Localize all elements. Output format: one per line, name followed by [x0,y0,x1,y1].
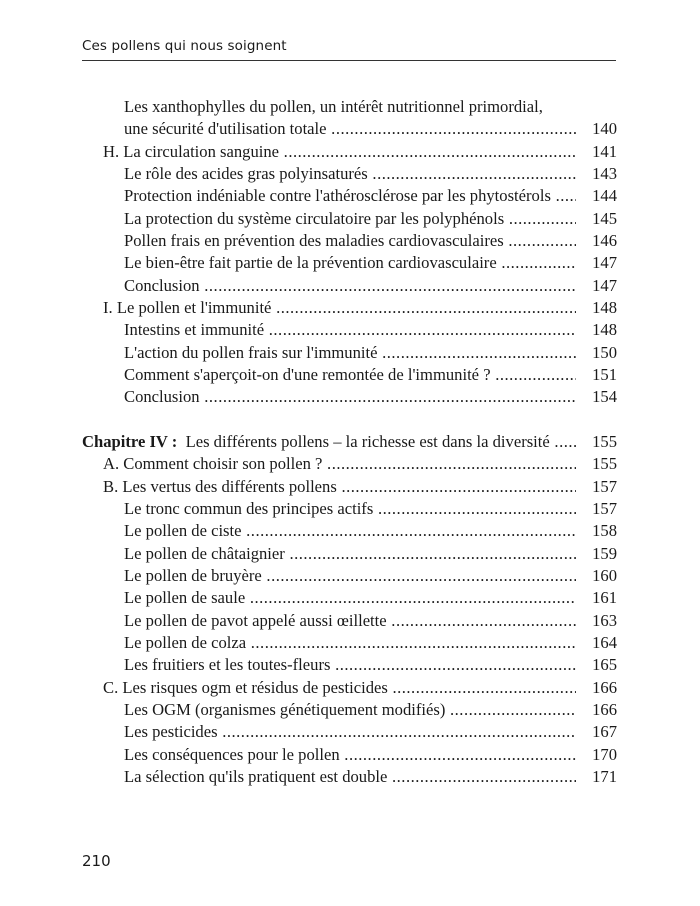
leader-dots [200,387,576,406]
chapter-label: Chapitre IV : [82,431,178,451]
header-rule [82,60,616,61]
toc-page-number: 145 [592,208,617,228]
toc-entry-label: Les conséquences pour le pollen [124,744,340,764]
toc-entry-label: Conclusion [124,387,200,407]
toc-entry-text [124,252,576,274]
toc-entry-label: Le pollen de bruyère [124,565,262,585]
toc-page-number: 157 [592,498,617,518]
toc-entry[interactable] [0,453,700,475]
toc-page-number: 164 [592,632,617,652]
toc-page-number: 146 [592,231,617,251]
toc-entry-label: La sélection qu'ils pratiquent est double [124,766,388,786]
leader-dots [551,186,576,205]
toc-entry-label: Le pollen de pavot appelé aussi œillette [124,610,387,630]
leader-dots [373,499,576,518]
leader-dots [387,767,576,786]
toc-entry-label: B. Les vertus des différents pollens [103,476,337,496]
toc-page-number: 166 [592,677,617,697]
toc-page-number: 160 [592,565,617,585]
toc-entry-text [124,364,576,386]
leader-dots [504,209,576,228]
leader-dots [497,253,576,272]
toc-page-number: 143 [592,164,617,184]
leader-dots [242,521,577,540]
leader-dots [504,231,576,250]
toc-entry[interactable] [0,319,700,341]
toc-page-number: 155 [592,454,617,474]
toc-section-2 [0,453,700,788]
toc-page-number: 163 [592,610,617,630]
running-header: Ces pollens qui nous soignent [82,38,287,54]
toc-entry-text [124,654,576,676]
leader-dots [245,588,576,607]
toc-entry-label: A. Comment choisir son pollen ? [103,454,323,474]
toc-entry-label: Le tronc commun des principes actifs [124,498,374,518]
table-of-contents [0,96,700,788]
leader-dots [327,119,576,138]
toc-entry[interactable] [0,476,700,498]
toc-entry[interactable] [0,654,700,676]
toc-entry-text [103,297,576,319]
toc-entry-text [124,163,576,185]
leader-dots [218,722,576,741]
toc-entry-text [103,141,576,163]
toc-page-number: 147 [592,253,617,273]
leader-dots [491,365,576,384]
toc-entry[interactable] [0,342,700,364]
leader-dots [330,655,576,674]
toc-entry-text [103,677,576,699]
toc-entry[interactable] [0,498,700,520]
toc-entry-text [124,96,576,118]
leader-dots [279,142,576,161]
leader-dots [368,164,576,183]
toc-entry-label: Conclusion [124,275,200,295]
leader-dots [388,678,576,697]
toc-entry-text [124,610,576,632]
leader-dots [285,544,576,563]
toc-entry-text [124,766,576,788]
toc-entry[interactable] [0,587,700,609]
toc-entry-label: Les pesticides [124,722,218,742]
leader-dots [271,298,576,317]
toc-entry-label: Protection indéniable contre l'athérosclérose par les phytostérols [124,186,551,206]
toc-entry-label: Comment s'aperçoit-on d'une remontée de l'immunité ? [124,365,491,385]
toc-entry-text [124,721,576,743]
toc-entry-text [124,498,576,520]
toc-entry-text [124,744,576,766]
toc-page-number: 140 [592,119,617,139]
toc-entry[interactable] [0,230,700,252]
toc-entry-label: Pollen frais en prévention des maladies cardiovasculaires [124,231,504,251]
toc-entry[interactable] [0,699,700,721]
toc-entry[interactable] [0,610,700,632]
toc-section-1 [0,96,700,409]
toc-entry[interactable] [0,141,700,163]
leader-dots [340,745,576,764]
toc-entry[interactable] [0,543,700,565]
leader-dots [445,700,576,719]
toc-page-number: 147 [592,275,617,295]
toc-entry[interactable] [0,118,700,140]
toc-chapter-text [82,431,576,453]
toc-page-number: 148 [592,298,617,318]
toc-entry-label: Le pollen de ciste [124,521,242,541]
toc-entry[interactable] [0,208,700,230]
leader-dots [550,432,576,451]
toc-page-number: 154 [592,387,617,407]
toc-page-number: 159 [592,543,617,563]
toc-entry-text [124,543,576,565]
toc-entry-text [124,520,576,542]
leader-dots [322,454,576,473]
toc-page-number: 157 [592,476,617,496]
toc-entry-text [124,565,576,587]
toc-entry[interactable] [0,275,700,297]
toc-entry[interactable] [0,565,700,587]
toc-entry[interactable] [0,766,700,788]
toc-entry-text [124,275,576,297]
toc-page-number: 144 [592,186,617,206]
leader-dots [246,633,576,652]
section-gap [0,409,700,431]
toc-entry-label: H. La circulation sanguine [103,141,280,161]
toc-entry[interactable] [0,520,700,542]
toc-page-number: 167 [592,722,617,742]
toc-page-number: 161 [592,588,617,608]
leader-dots [262,566,576,585]
toc-page-number: 170 [592,744,617,764]
toc-entry[interactable] [0,185,700,207]
toc-page-number: 150 [592,342,617,362]
toc-entry[interactable] [0,744,700,766]
toc-entry-label: I. Le pollen et l'immunité [103,298,272,318]
toc-entry-label: Les OGM (organismes génétiquement modifiés) [124,699,446,719]
leader-dots [387,611,576,630]
toc-entry-label: Intestins et immunité [124,320,265,340]
toc-entry-text [124,632,576,654]
toc-entry-text [124,185,576,207]
toc-entry[interactable] [0,677,700,699]
leader-dots [337,477,576,496]
toc-page-number: 151 [592,365,617,385]
toc-entry[interactable] [0,163,700,185]
toc-entry-text [124,386,576,408]
toc-entry-text [124,208,576,230]
toc-entry-text [124,230,576,252]
toc-entry-label: C. Les risques ogm et résidus de pesticides [103,677,388,697]
toc-entry-label: L'action du pollen frais sur l'immunité [124,342,378,362]
toc-entry-label: Le rôle des acides gras polyinsaturés [124,164,368,184]
toc-entry-text [103,453,576,475]
leader-dots [200,276,576,295]
toc-entry-text [124,587,576,609]
toc-entry[interactable] [0,632,700,654]
toc-entry-label: Le bien-être fait partie de la prévention cardiovasculaire [124,253,497,273]
toc-entry[interactable] [0,386,700,408]
toc-entry-label: Le pollen de saule [124,588,246,608]
toc-entry-text [103,476,576,498]
toc-page-number: 155 [592,431,617,451]
toc-entry-label: Le pollen de colza [124,632,247,652]
toc-page-number: 171 [592,766,617,786]
toc-page-number: 166 [592,699,617,719]
toc-chapter-entry[interactable] [0,431,700,453]
leader-dots [377,343,576,362]
toc-entry-label: Les fruitiers et les toutes-fleurs [124,655,331,675]
toc-entry-label: Les xanthophylles du pollen, un intérêt nutritionnel primordial, [124,97,543,116]
toc-entry-text [124,699,576,721]
toc-page-number: 165 [592,655,617,675]
toc-page-number: 148 [592,320,617,340]
toc-page-number: 141 [592,141,617,161]
page-number: 210 [82,852,111,870]
toc-entry-label: une sécurité d'utilisation totale [124,119,327,139]
leader-dots [264,320,576,339]
chapter-title: Les différents pollens – la richesse est dans la diversité [185,431,550,451]
toc-entry[interactable] [0,96,700,118]
toc-entry-label: Le pollen de châtaignier [124,543,285,563]
toc-entry[interactable] [0,297,700,319]
toc-entry[interactable] [0,364,700,386]
toc-page-number: 158 [592,521,617,541]
toc-entry-label: La protection du système circulatoire par les polyphénols [124,208,505,228]
toc-entry-text [124,342,576,364]
toc-entry[interactable] [0,252,700,274]
toc-entry-text [124,319,576,341]
toc-entry-text [124,118,576,140]
toc-entry[interactable] [0,721,700,743]
